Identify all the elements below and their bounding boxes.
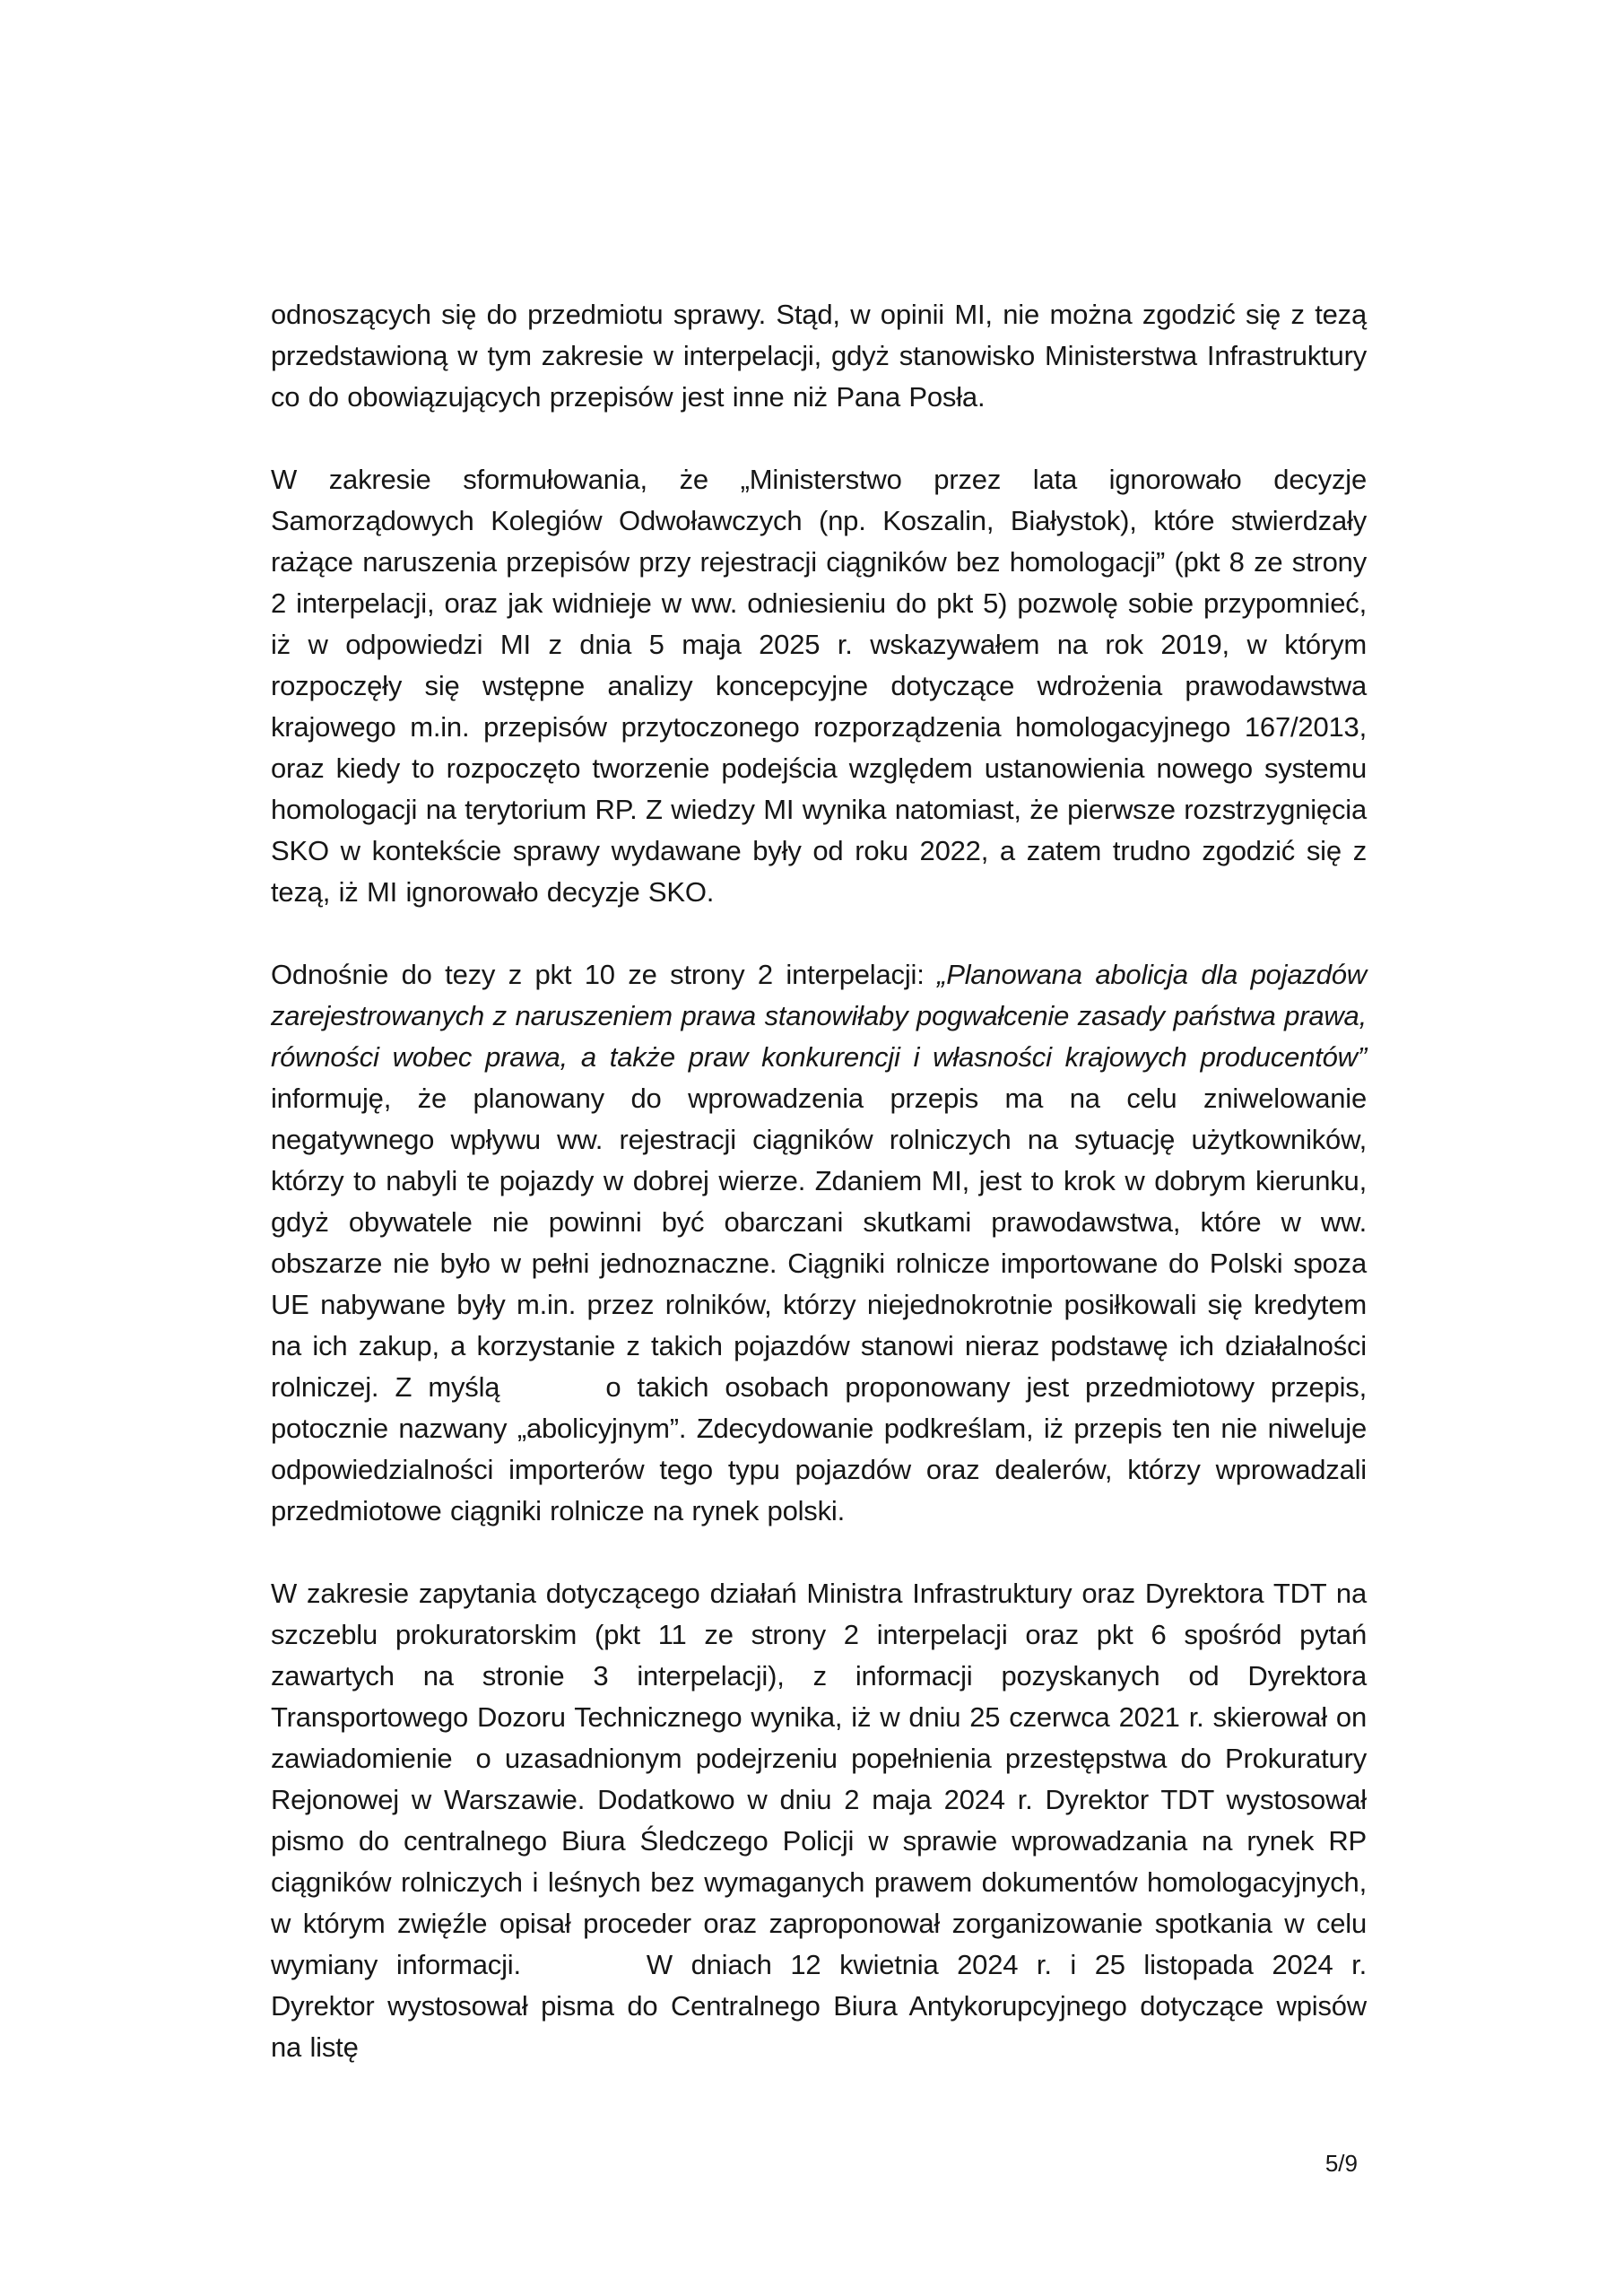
paragraph-3-body: informuję, że planowany do wprowadzenia przepis ma na celu zniwelowanie negatywnego wpływu ww. rejestracji ciągników rolniczych na sytuację użytkowników, którzy to nabyli te pojazdy w dobrej wierze. Zdaniem MI, jest to krok w dobrym kierunku, gdyż obywatele nie powinni być obarczani skutkami prawodawstwa, które w ww. obszarze nie było w pełni jednoznaczne. Ciągniki rolnicze importowane do Polski spoza UE nabywane były m.in. przez rolników, którzy niejednokrotnie posiłkowali się kredytem na ich zakup, a korzystanie z takich pojazdów stanowi nieraz podstawę ich działalności rolniczej. Z myślą — [271, 1083, 1367, 1403]
paragraph-1-text: odnoszących się do przedmiotu sprawy. Stąd, w opinii MI, nie można zgodzić się z tezą przedstawioną w tym zakresie w interpelacji, gdyż stanowisko Ministerstwa Infrastruktury co do obowiązujących przepisów jest inne niż Pana Posła. — [271, 299, 1367, 413]
paragraph-3-end: o takich osobach proponowany jest przedmiotowy przepis, potocznie nazwany „abolicyjnym”. Zdecydowanie podkreślam, iż przepis ten nie niweluje odpowiedzialności importerów tego typu pojazdów oraz dealerów, którzy wprowadzali przedmiotowe ciągniki rolnicze na rynek polski. — [271, 1371, 1367, 1526]
document-content — [271, 294, 1367, 2068]
redaction-gap — [452, 1767, 475, 1768]
paragraph-2 — [271, 459, 1367, 913]
paragraph-4 — [271, 1573, 1367, 2068]
page-number: 5/9 — [1324, 2150, 1358, 2177]
paragraph-3-quote: „Planowana abolicja dla pojazdów zarejestrowanych z naruszeniem prawa stanowiłaby pogwałcenie zasady państwa prawa, równości wobec prawa, a także praw konkurencji i własności krajowych producentów” — [271, 959, 1367, 1073]
paragraph-4-intro: W zakresie zapytania dotyczącego działań Ministra Infrastruktury oraz Dyrektora TDT na szczeblu prokuratorskim (pkt 11 ze strony 2 interpelacji oraz pkt 6 spośród pytań zawartych na stronie 3 interpelacji), z informacji pozyskanych od Dyrektora Transportowego Dozoru Technicznego wynika, iż w dniu 25 czerwca 2021 r. skierował on zawiadomienie — [271, 1578, 1367, 1774]
paragraph-3-intro: Odnośnie do tezy z pkt 10 ze strony 2 interpelacji: — [271, 959, 938, 990]
redaction-gap — [521, 1973, 647, 1974]
paragraph-4-end: W dniach 12 kwietnia 2024 r. i 25 listopada 2024 r. Dyrektor wystosował pisma do Centralnego Biura Antykorupcyjnego dotyczące wpisów na listę — [271, 1949, 1367, 2063]
paragraph-3 — [271, 954, 1367, 1532]
paragraph-4-body: o uzasadnionym podejrzeniu popełnienia przestępstwa do Prokuratury Rejonowej w Warszawie. Dodatkowo w dniu 2 maja 2024 r. Dyrektor TDT wystosował pismo do centralnego Biura Śledczego Policji w sprawie wprowadzania na rynek RP ciągników rolniczych i leśnych bez wymaganych prawem dokumentów homologacyjnych, w którym zwięźle opisał proceder oraz zaproponował zorganizowanie spotkania w celu wymiany informacji. — [271, 1743, 1367, 1980]
paragraph-2-text: W zakresie sformułowania, że „Ministerstwo przez lata ignorowało decyzje Samorządowych Kolegiów Odwoławczych (np. Koszalin, Białystok), które stwierdzały rażące naruszenia przepisów przy rejestracji ciągników bez homologacji” (pkt 8 ze strony 2 interpelacji, oraz jak widnieje w ww. odniesieniu do pkt 5) pozwolę sobie przypomnieć, iż w odpowiedzi MI z dnia 5 maja 2025 r. wskazywałem na rok 2019, w którym rozpoczęły się wstępne analizy koncepcyjne dotyczące wdrożenia prawodawstwa krajowego m.in. przepisów przytoczonego rozporządzenia homologacyjnego 167/2013, oraz kiedy to rozpoczęto tworzenie podejścia względem ustanowienia nowego systemu homologacji na terytorium RP. Z wiedzy MI wynika natomiast, że pierwsze rozstrzygnięcia SKO w kontekście sprawy wydawane były od roku 2022, a zatem trudno zgodzić się z tezą, iż MI ignorowało decyzje SKO. — [271, 464, 1367, 908]
paragraph-1 — [271, 294, 1367, 418]
